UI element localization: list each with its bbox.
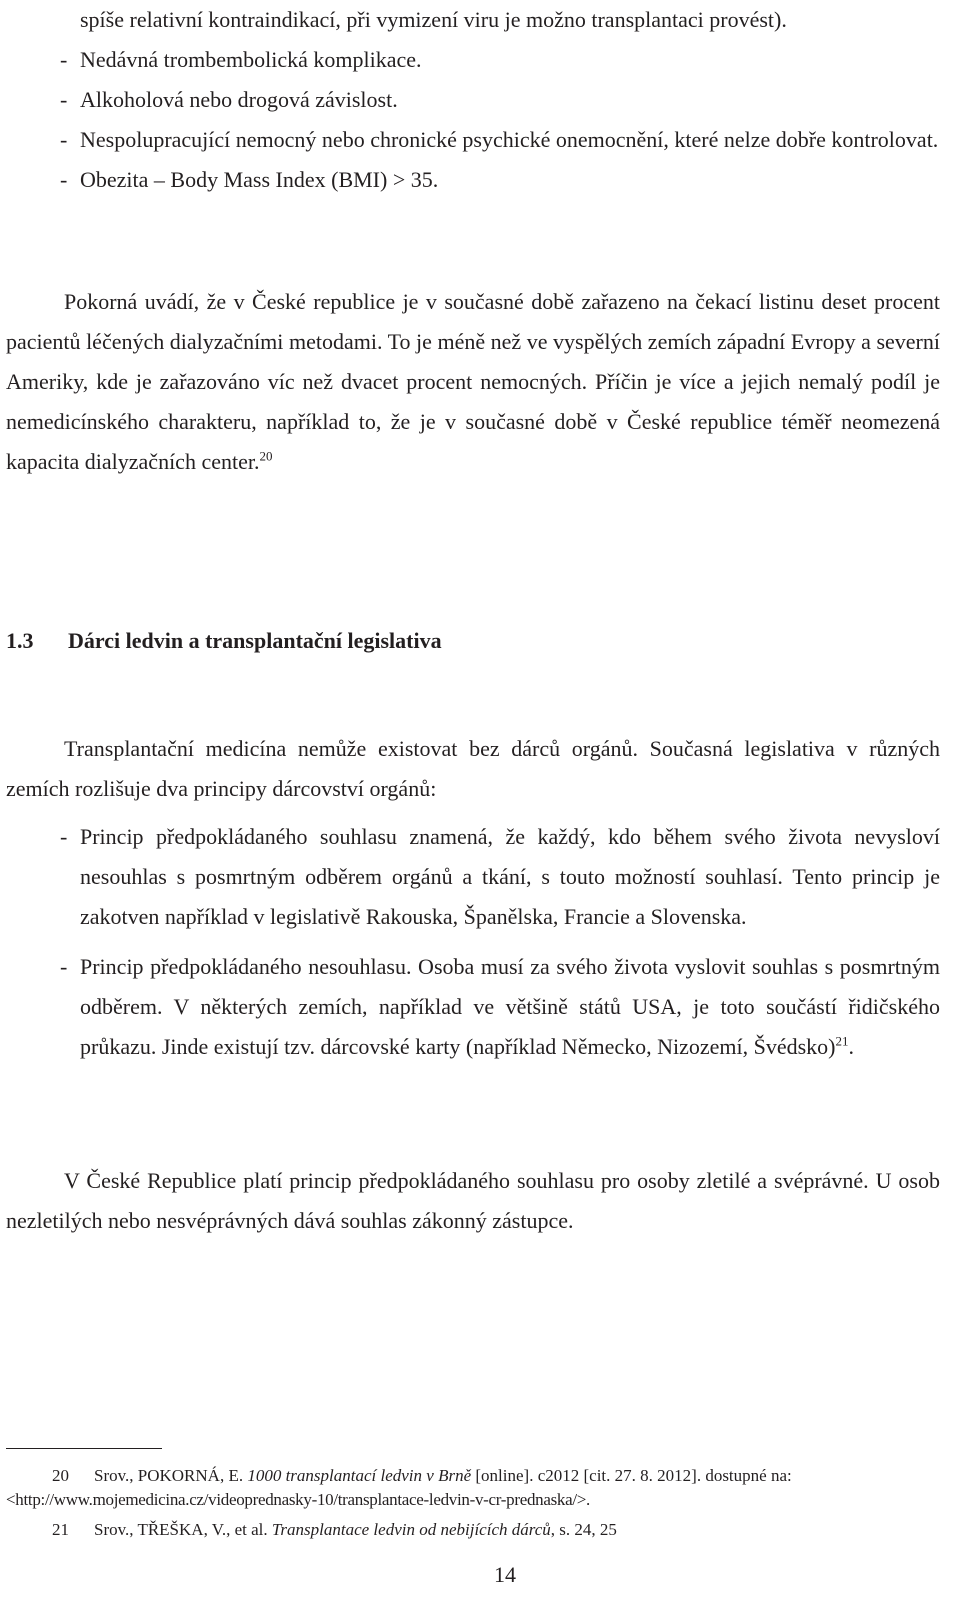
section-title: Dárci ledvin a transplantační legislativa (68, 628, 442, 653)
footnote-ref: 20 (259, 448, 273, 464)
footnote-20 (6, 1464, 940, 1512)
paragraph-waiting-list (6, 282, 940, 482)
list-item (6, 0, 940, 40)
footnote-21 (6, 1518, 940, 1542)
list-item (6, 80, 940, 120)
list-item-body: Princip předpokládaného nesouhlasu. Osoba musí za svého života vyslovit souhlas s posmrtným odběrem. V některých zemích, například ve většině států USA, je toto součástí řidičského průkazu. Jinde existují tzv. dárcovské karty (například Německo, Nizozemí, Švédsko) (80, 954, 940, 1059)
list-dash: - (60, 954, 68, 979)
paragraph-donation-intro (6, 729, 940, 809)
footnote-details: , s. 24, 25 (550, 1520, 617, 1539)
list-dash: - (60, 87, 68, 112)
list-item-end: . (848, 1034, 855, 1059)
footnote-url[interactable]: <http://www.mojemedicina.cz/videoprednasky-10/transplantace-ledvin-v-cr-prednaska/>. (6, 1490, 591, 1509)
section-number: 1.3 (6, 628, 34, 653)
paragraph-body: Pokorná uvádí, že v České republice je v současné době zařazeno na čekací listinu deset procent pacientů léčených dialyzačními metodami. To je méně než ve vyspělých zemích západní Evropy a severní Ameriky, kde je zařazováno víc než dvacet procent nemocných. Příčin je více a jejich nemalý podíl je nemedicínského charakteru, například to, že je v současné době v České republice téměř neomezená kapacita dialyzačních center. (6, 289, 940, 474)
contraindication-list (6, 0, 940, 200)
list-item (6, 817, 940, 937)
footnote-number: 20 (52, 1466, 69, 1485)
footnote-author: Srov., TŘEŠKA, V., et al. (94, 1520, 272, 1539)
list-item-text: Nedávná trombembolická komplikace. (80, 47, 422, 72)
footnote-author: Srov., POKORNÁ, E. (94, 1466, 248, 1485)
list-item (6, 160, 940, 200)
page-number: 14 (494, 1562, 516, 1587)
paragraph-text: Transplantační medicína nemůže existovat bez dárců orgánů. Současná legislativa v různých zemích rozlišuje dva principy dárcovství orgánů: (6, 736, 940, 801)
paragraph-text (6, 282, 940, 482)
paragraph-czech-law (6, 1161, 940, 1241)
list-item-text: Alkoholová nebo drogová závislost. (80, 87, 398, 112)
principles-list (6, 817, 940, 1067)
list-dash: - (60, 167, 68, 192)
footnote-details: [online]. c2012 [cit. 27. 8. 2012]. dostupné na: (471, 1466, 792, 1485)
footnote-line (6, 1464, 940, 1488)
list-item (6, 947, 940, 1067)
footnote-line (6, 1518, 940, 1542)
footnote-title: Transplantace ledvin od nebijících dárců (271, 1520, 551, 1539)
footnote-number: 21 (52, 1520, 69, 1539)
list-item-text: Obezita – Body Mass Index (BMI) > 35. (80, 167, 439, 192)
list-dash: - (60, 47, 68, 72)
footnote-title: 1000 transplantací ledvin v Brně (247, 1466, 472, 1485)
footnote-rule (6, 1448, 162, 1449)
list-item (6, 40, 940, 80)
list-item-text: Princip předpokládaného souhlasu znamená, že každý, kdo během svého života nevysloví nesouhlas s posmrtným odběrem orgánů a tkání, s touto možností souhlasí. Tento princip je zakotven například v legislativě Rakouska, Španělska, Francie a Slovenska. (80, 824, 940, 929)
paragraph-text: V České Republice platí princip předpokládaného souhlasu pro osoby zletilé a svéprávné. U osob nezletilých nebo nesvéprávných dává souhlas zákonný zástupce. (6, 1168, 940, 1233)
list-item-text (80, 947, 940, 1067)
section-heading (6, 621, 442, 661)
list-item-text: Nespolupracující nemocný nebo chronické psychické onemocnění, které nelze dobře kontrolovat. (80, 127, 939, 152)
list-dash: - (60, 824, 68, 849)
list-item-text: spíše relativní kontraindikací, při vymizení viru je možno transplantaci provést). (80, 7, 787, 32)
list-dash: - (60, 127, 68, 152)
list-item (6, 120, 940, 160)
footnote-text (84, 1518, 617, 1542)
footnote-text (84, 1464, 792, 1488)
footnote-ref: 21 (835, 1033, 849, 1049)
